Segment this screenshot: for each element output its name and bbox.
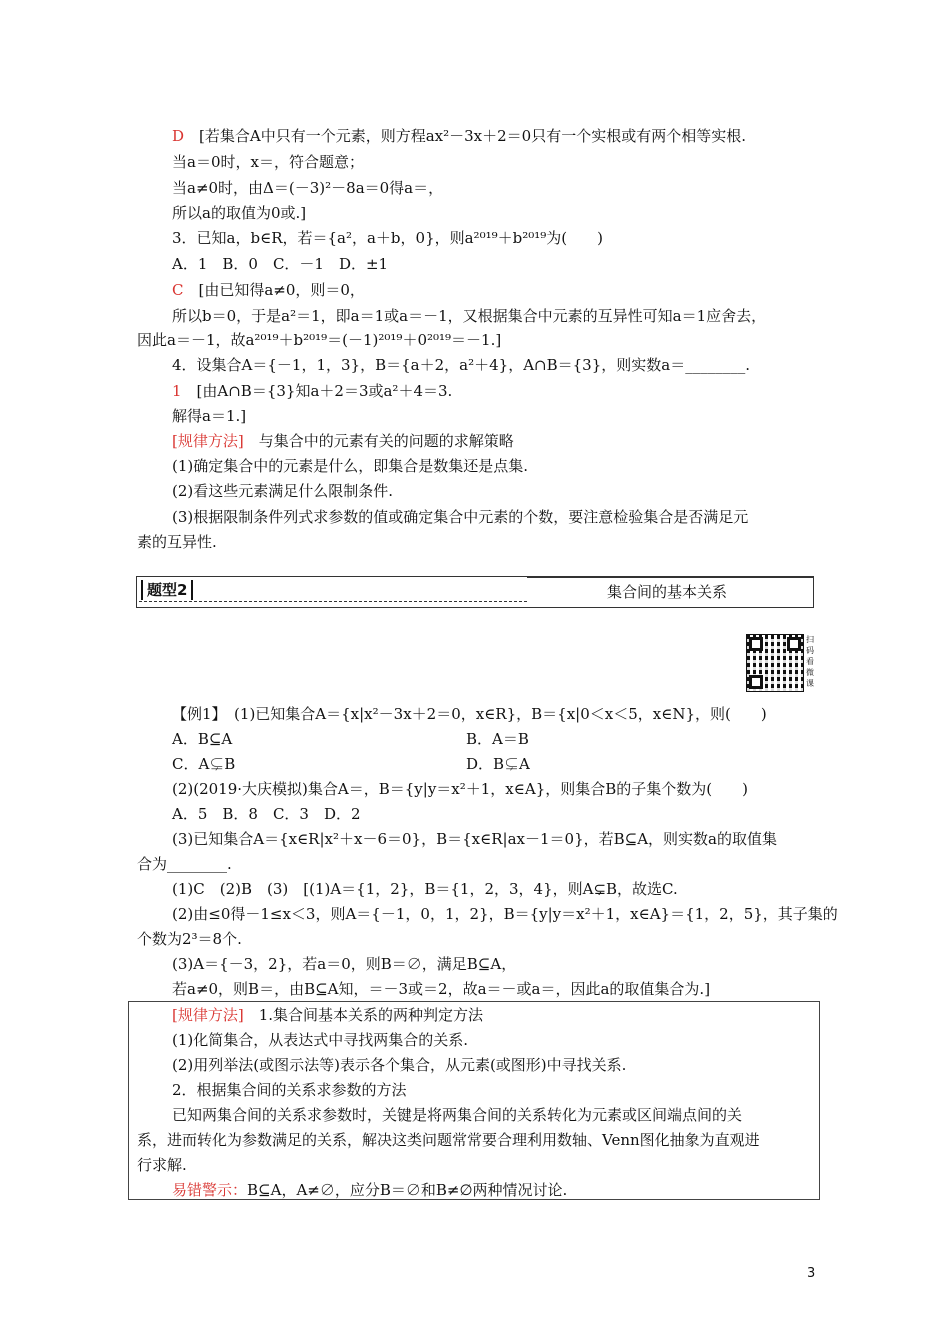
options-line: A．1 B．0 C．－1 D．±1: [172, 255, 389, 273]
banner-tag: 题型2: [141, 580, 193, 600]
method-heading: [规律方法] 1.集合间基本关系的两种判定方法: [172, 1006, 484, 1024]
text-line: 系，进而转化为参数满足的关系，解决这类问题常常要合理利用数轴、Venn图化抽象为直观进: [137, 1131, 760, 1149]
section-banner: [136, 576, 814, 608]
text-line: 当a≠0时，由Δ＝(－3)²－8a＝0得a＝，: [172, 179, 444, 197]
text-line: 素的互异性.: [137, 533, 217, 551]
option-d: D．B⊊A: [466, 755, 530, 773]
text-line: 个数为2³＝8个.: [137, 930, 242, 948]
page-number: 3: [807, 1266, 816, 1281]
question-line: 3．已知a，b∈R，若＝{a²，a＋b，0}，则a²⁰¹⁹＋b²⁰¹⁹为( ): [172, 229, 603, 247]
text-line: 因此a＝－1，故a²⁰¹⁹＋b²⁰¹⁹＝(－1)²⁰¹⁹＋0²⁰¹⁹＝－1.]: [137, 331, 502, 349]
text-line: (2)看这些元素满足什么限制条件.: [172, 482, 394, 500]
text-line: D [若集合A中只有一个元素，则方程ax²－3x＋2＝0只有一个实根或有两个相等实根.: [172, 127, 746, 145]
option-c: C．A⊊B: [172, 755, 236, 773]
text-line: 2．根据集合间的关系求参数的方法: [172, 1081, 407, 1099]
banner-divider: [527, 577, 813, 578]
banner-title: 集合间的基本关系: [607, 583, 728, 601]
warning-line: 易错警示：B⊆A，A≠∅，应分B＝∅和B≠∅两种情况讨论.: [172, 1181, 568, 1199]
text-line: (2)用列举法(或图示法等)表示各个集合，从元素(或图形)中寻找关系.: [172, 1056, 627, 1074]
option-a: A．B⊆A: [172, 730, 233, 748]
qr-label: 扫码看微课: [806, 635, 814, 688]
text-line: 所以a的取值为0或.]: [172, 204, 307, 222]
text-line: 所以b＝0，于是a²＝1，即a＝1或a＝－1，又根据集合中元素的互异性可知a＝1应舍去，: [172, 307, 767, 325]
text-line: (1)化简集合，从表达式中寻找两集合的关系.: [172, 1031, 469, 1049]
option-b: B．A＝B: [466, 730, 529, 748]
text-line: 行求解.: [137, 1156, 187, 1174]
question-line: (3)已知集合A＝{x∈R|x²＋x－6＝0}，B＝{x∈R|ax－1＝0}，若B⊆A，则实数a的取值集: [172, 830, 777, 848]
text-line: 当a＝0时，x＝，符合题意；: [172, 153, 364, 171]
text-line: (2)由≤0得－1≤x＜3，则A＝{－1，0，1，2}，B＝{y|y＝x²＋1，x∈A}＝{1，2，5}，其子集的: [172, 905, 838, 923]
example-title: 【例1】 (1)已知集合A＝{x|x²－3x＋2＝0，x∈R}，B＝{x|0＜x＜5，x∈N}，则( ): [172, 705, 767, 723]
text-line: C [由已知得a≠0，则＝0，: [172, 281, 365, 299]
method-heading: [规律方法] 与集合中的元素有关的问题的求解策略: [172, 432, 514, 450]
text-line: 1 [由A∩B＝{3}知a＋2＝3或a²＋4＝3.: [172, 382, 453, 400]
qr-code-icon[interactable]: [746, 634, 804, 692]
text-line: (3)A＝{－3，2}，若a＝0，则B＝∅，满足B⊆A，: [172, 955, 517, 973]
text-line: 解得a＝1.]: [172, 407, 247, 425]
text-line: 若a≠0，则B＝，由B⊆A知，＝－3或＝2，故a＝－或a＝，因此a的取值集合为.]: [172, 980, 711, 998]
answer-line: (1)C (2)B (3) [(1)A＝{1，2}，B＝{1，2，3，4}，则A⊊B，故选C.: [172, 880, 678, 898]
question-line: 4．设集合A＝{－1，1，3}，B＝{a＋2，a²＋4}，A∩B＝{3}，则实数a＝________.: [172, 356, 750, 374]
question-line: (2)(2019·大庆模拟)集合A＝，B＝{y|y＝x²＋1，x∈A}，则集合B的子集个数为( ): [172, 780, 748, 798]
options-line: A．5 B．8 C．3 D．2: [172, 805, 361, 823]
banner-dash-line: [139, 601, 527, 602]
text-line: 合为________.: [137, 855, 232, 873]
text-line: (1)确定集合中的元素是什么，即集合是数集还是点集.: [172, 457, 529, 475]
text-line: 已知两集合间的关系求参数时，关键是将两集合间的关系转化为元素或区间端点间的关: [172, 1106, 743, 1124]
text-line: (3)根据限制条件列式求参数的值或确定集合中元素的个数，要注意检验集合是否满足元: [172, 508, 749, 526]
